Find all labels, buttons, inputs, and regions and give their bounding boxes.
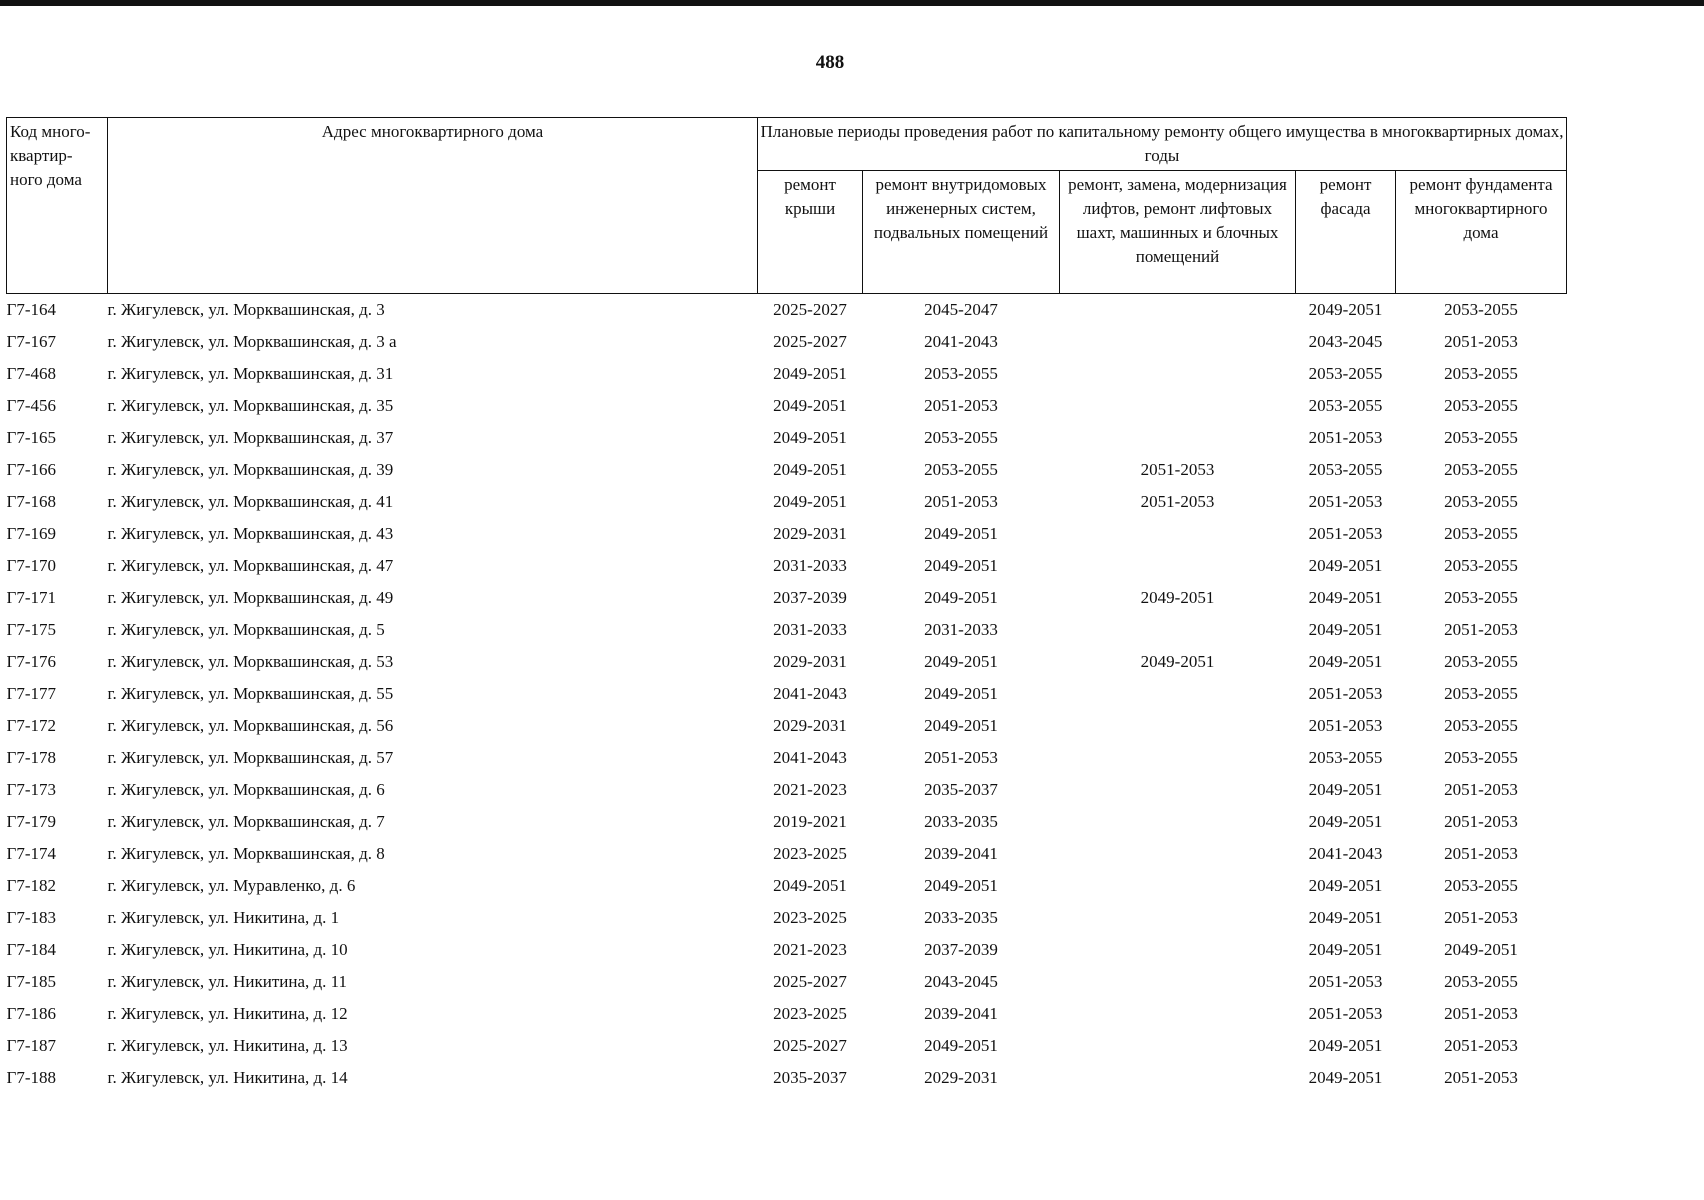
table-row [7, 678, 1567, 710]
cell-code: Г7-165 [6, 428, 56, 447]
cell-facade: 2051-2053 [1308, 684, 1383, 703]
cell-facade: 2053-2055 [1308, 748, 1383, 767]
cell-facade: 2051-2053 [1308, 972, 1383, 991]
cell-roof: 2035-2037 [773, 1068, 847, 1087]
cell-lifts [1060, 294, 1296, 327]
header-code: Код много-квартир-ного дома [7, 118, 108, 294]
cell-lifts: 2051-2053 [1140, 492, 1215, 511]
cell-facade: 2049-2051 [1308, 300, 1383, 319]
cell-code: Г7-164 [6, 300, 56, 319]
cell-roof: 2023-2025 [773, 1004, 847, 1023]
header-periods-group: Плановые периоды проведения работ по капитальному ремонту общего имущества в многоквартирных домах, годы [758, 118, 1567, 171]
cell-foundation: 2053-2055 [1444, 972, 1518, 991]
cell-engineering: 2049-2051 [924, 1036, 998, 1055]
cell-address: г. Жигулевск, ул. Морквашинская, д. 55 [107, 684, 394, 703]
cell-code: Г7-172 [6, 716, 56, 735]
cell-address: г. Жигулевск, ул. Морквашинская, д. 8 [107, 844, 385, 863]
cell-lifts [1060, 390, 1296, 422]
cell-engineering: 2043-2045 [924, 972, 998, 991]
cell-roof: 2037-2039 [773, 588, 847, 607]
cell-facade: 2041-2043 [1308, 844, 1383, 863]
cell-engineering: 2053-2055 [924, 428, 998, 447]
cell-foundation: 2051-2053 [1444, 908, 1518, 927]
cell-address: г. Жигулевск, ул. Морквашинская, д. 3 а [107, 332, 397, 351]
cell-foundation: 2049-2051 [1444, 940, 1518, 959]
cell-foundation: 2053-2055 [1444, 556, 1518, 575]
cell-code: Г7-168 [6, 492, 56, 511]
cell-address: г. Жигулевск, ул. Морквашинская, д. 41 [107, 492, 394, 511]
table-row [7, 838, 1567, 870]
cell-address: г. Жигулевск, ул. Морквашинская, д. 47 [107, 556, 394, 575]
cell-engineering: 2029-2031 [924, 1068, 998, 1087]
cell-foundation: 2053-2055 [1444, 652, 1518, 671]
cell-address: г. Жигулевск, ул. Морквашинская, д. 31 [107, 364, 394, 383]
cell-code: Г7-179 [6, 812, 56, 831]
cell-roof: 2031-2033 [773, 620, 847, 639]
cell-code: Г7-170 [6, 556, 56, 575]
table-row [7, 902, 1567, 934]
cell-code: Г7-166 [6, 460, 56, 479]
cell-foundation: 2053-2055 [1444, 524, 1518, 543]
cell-lifts [1060, 1062, 1296, 1094]
cell-address: г. Жигулевск, ул. Морквашинская, д. 39 [107, 460, 394, 479]
cell-facade: 2049-2051 [1308, 588, 1383, 607]
cell-foundation: 2053-2055 [1444, 748, 1518, 767]
cell-code: Г7-187 [6, 1036, 56, 1055]
cell-engineering: 2033-2035 [924, 812, 998, 831]
cell-foundation: 2053-2055 [1444, 364, 1518, 383]
cell-foundation: 2051-2053 [1444, 780, 1518, 799]
table-row [7, 742, 1567, 774]
cell-engineering: 2049-2051 [924, 876, 998, 895]
cell-address: г. Жигулевск, ул. Морквашинская, д. 5 [107, 620, 385, 639]
cell-address: г. Жигулевск, ул. Морквашинская, д. 6 [107, 780, 385, 799]
cell-address: г. Жигулевск, ул. Морквашинская, д. 35 [107, 396, 394, 415]
cell-foundation: 2053-2055 [1444, 428, 1518, 447]
cell-lifts [1060, 422, 1296, 454]
cell-roof: 2025-2027 [773, 332, 847, 351]
cell-facade: 2053-2055 [1308, 364, 1383, 383]
cell-roof: 2049-2051 [773, 876, 847, 895]
cell-address: г. Жигулевск, ул. Никитина, д. 10 [107, 940, 348, 959]
cell-roof: 2021-2023 [773, 780, 847, 799]
cell-code: Г7-184 [6, 940, 56, 959]
table-row [7, 486, 1567, 518]
cell-lifts: 2051-2053 [1140, 460, 1215, 479]
cell-address: г. Жигулевск, ул. Морквашинская, д. 56 [107, 716, 394, 735]
cell-roof: 2031-2033 [773, 556, 847, 575]
table-row [7, 422, 1567, 454]
table-row [7, 1030, 1567, 1062]
header-roof: ремонт крыши [758, 171, 863, 294]
cell-code: Г7-178 [6, 748, 56, 767]
cell-roof: 2049-2051 [773, 460, 847, 479]
cell-address: г. Жигулевск, ул. Никитина, д. 11 [107, 972, 348, 991]
table-row [7, 1062, 1567, 1094]
cell-engineering: 2035-2037 [924, 780, 998, 799]
table-row [7, 774, 1567, 806]
cell-engineering: 2041-2043 [924, 332, 998, 351]
cell-foundation: 2053-2055 [1444, 876, 1518, 895]
cell-facade: 2051-2053 [1308, 492, 1383, 511]
cell-engineering: 2049-2051 [924, 524, 998, 543]
cell-roof: 2029-2031 [773, 524, 847, 543]
cell-address: г. Жигулевск, ул. Морквашинская, д. 49 [107, 588, 394, 607]
cell-facade: 2049-2051 [1308, 1068, 1383, 1087]
cell-foundation: 2053-2055 [1444, 716, 1518, 735]
cell-foundation: 2053-2055 [1444, 492, 1518, 511]
table-row [7, 454, 1567, 486]
cell-facade: 2049-2051 [1308, 876, 1383, 895]
cell-roof: 2041-2043 [773, 684, 847, 703]
cell-code: Г7-182 [6, 876, 56, 895]
cell-lifts: 2049-2051 [1140, 588, 1215, 607]
cell-code: Г7-174 [6, 844, 56, 863]
header-facade: ремонт фасада [1296, 171, 1396, 294]
cell-address: г. Жигулевск, ул. Муравленко, д. 6 [107, 876, 356, 895]
cell-engineering: 2051-2053 [924, 396, 998, 415]
cell-lifts [1060, 742, 1296, 774]
cell-code: Г7-185 [6, 972, 56, 991]
cell-code: Г7-456 [6, 396, 56, 415]
cell-code: Г7-186 [6, 1004, 56, 1023]
cell-lifts [1060, 902, 1296, 934]
table-row [7, 358, 1567, 390]
cell-code: Г7-169 [6, 524, 56, 543]
cell-lifts [1060, 678, 1296, 710]
cell-lifts [1060, 710, 1296, 742]
cell-address: г. Жигулевск, ул. Морквашинская, д. 53 [107, 652, 394, 671]
table-body [7, 294, 1567, 1095]
table-row [7, 646, 1567, 678]
cell-foundation: 2051-2053 [1444, 620, 1518, 639]
table-row [7, 614, 1567, 646]
cell-facade: 2051-2053 [1308, 524, 1383, 543]
table-row [7, 966, 1567, 998]
cell-lifts [1060, 966, 1296, 998]
table-row [7, 710, 1567, 742]
cell-lifts [1060, 806, 1296, 838]
cell-facade: 2043-2045 [1308, 332, 1383, 351]
table-row [7, 518, 1567, 550]
table-row [7, 294, 1567, 327]
table-row [7, 550, 1567, 582]
table-row [7, 934, 1567, 966]
cell-address: г. Жигулевск, ул. Никитина, д. 1 [107, 908, 340, 927]
cell-lifts [1060, 998, 1296, 1030]
cell-lifts [1060, 870, 1296, 902]
cell-address: г. Жигулевск, ул. Никитина, д. 12 [107, 1004, 348, 1023]
cell-lifts [1060, 934, 1296, 966]
cell-facade: 2049-2051 [1308, 556, 1383, 575]
cell-foundation: 2053-2055 [1444, 684, 1518, 703]
cell-facade: 2053-2055 [1308, 396, 1383, 415]
cell-address: г. Жигулевск, ул. Никитина, д. 14 [107, 1068, 348, 1087]
cell-address: г. Жигулевск, ул. Морквашинская, д. 7 [107, 812, 385, 831]
cell-engineering: 2049-2051 [924, 684, 998, 703]
cell-address: г. Жигулевск, ул. Морквашинская, д. 37 [107, 428, 394, 447]
cell-facade: 2049-2051 [1308, 812, 1383, 831]
cell-engineering: 2031-2033 [924, 620, 998, 639]
header-foundation: ремонт фундамента многоквартирного дома [1396, 171, 1567, 294]
cell-lifts [1060, 550, 1296, 582]
cell-roof: 2041-2043 [773, 748, 847, 767]
cell-engineering: 2039-2041 [924, 844, 998, 863]
header-engineering: ремонт внутридомовых инженерных систем, подвальных помещений [863, 171, 1060, 294]
cell-facade: 2049-2051 [1308, 908, 1383, 927]
cell-lifts [1060, 838, 1296, 870]
cell-lifts [1060, 326, 1296, 358]
cell-roof: 2029-2031 [773, 652, 847, 671]
header-address: Адрес многоквартирного дома [108, 118, 758, 294]
cell-lifts: 2049-2051 [1140, 652, 1215, 671]
cell-roof: 2049-2051 [773, 364, 847, 383]
cell-foundation: 2051-2053 [1444, 332, 1518, 351]
cell-engineering: 2045-2047 [924, 300, 998, 319]
table-header [7, 118, 1567, 294]
cell-roof: 2049-2051 [773, 396, 847, 415]
cell-roof: 2023-2025 [773, 844, 847, 863]
cell-engineering: 2037-2039 [924, 940, 998, 959]
cell-roof: 2019-2021 [773, 812, 847, 831]
cell-facade: 2049-2051 [1308, 620, 1383, 639]
cell-roof: 2049-2051 [773, 492, 847, 511]
table-row [7, 998, 1567, 1030]
cell-foundation: 2051-2053 [1444, 1036, 1518, 1055]
cell-facade: 2051-2053 [1308, 428, 1383, 447]
cell-code: Г7-177 [6, 684, 56, 703]
cell-lifts [1060, 518, 1296, 550]
cell-address: г. Жигулевск, ул. Морквашинская, д. 43 [107, 524, 394, 543]
cell-address: г. Жигулевск, ул. Морквашинская, д. 3 [107, 300, 385, 319]
cell-roof: 2025-2027 [773, 1036, 847, 1055]
cell-roof: 2023-2025 [773, 908, 847, 927]
cell-foundation: 2051-2053 [1444, 1068, 1518, 1087]
cell-lifts [1060, 774, 1296, 806]
cell-roof: 2025-2027 [773, 300, 847, 319]
capital-repair-table [6, 117, 1567, 1094]
top-border-rule [0, 0, 1704, 6]
cell-facade: 2049-2051 [1308, 780, 1383, 799]
cell-code: Г7-171 [6, 588, 56, 607]
cell-engineering: 2033-2035 [924, 908, 998, 927]
cell-code: Г7-173 [6, 780, 56, 799]
table-row [7, 326, 1567, 358]
cell-engineering: 2049-2051 [924, 556, 998, 575]
cell-code: Г7-188 [6, 1068, 56, 1087]
cell-code: Г7-175 [6, 620, 56, 639]
cell-roof: 2049-2051 [773, 428, 847, 447]
cell-foundation: 2051-2053 [1444, 812, 1518, 831]
cell-engineering: 2051-2053 [924, 492, 998, 511]
cell-code: Г7-183 [6, 908, 56, 927]
cell-roof: 2021-2023 [773, 940, 847, 959]
cell-facade: 2049-2051 [1308, 940, 1383, 959]
cell-code: Г7-167 [6, 332, 56, 351]
header-lifts: ремонт, замена, модернизация лифтов, ремонт лифтовых шахт, машинных и блочных помещений [1060, 171, 1296, 294]
cell-lifts [1060, 614, 1296, 646]
cell-code: Г7-176 [6, 652, 56, 671]
cell-engineering: 2039-2041 [924, 1004, 998, 1023]
cell-foundation: 2053-2055 [1444, 460, 1518, 479]
cell-foundation: 2053-2055 [1444, 396, 1518, 415]
cell-facade: 2051-2053 [1308, 1004, 1383, 1023]
cell-engineering: 2049-2051 [924, 716, 998, 735]
cell-address: г. Жигулевск, ул. Морквашинская, д. 57 [107, 748, 394, 767]
cell-engineering: 2053-2055 [924, 460, 998, 479]
cell-engineering: 2049-2051 [924, 588, 998, 607]
cell-foundation: 2053-2055 [1444, 300, 1518, 319]
cell-roof: 2025-2027 [773, 972, 847, 991]
table-row [7, 390, 1567, 422]
cell-code: Г7-468 [6, 364, 56, 383]
cell-lifts [1060, 358, 1296, 390]
cell-foundation: 2051-2053 [1444, 844, 1518, 863]
cell-engineering: 2053-2055 [924, 364, 998, 383]
cell-engineering: 2051-2053 [924, 748, 998, 767]
cell-roof: 2029-2031 [773, 716, 847, 735]
cell-facade: 2049-2051 [1308, 1036, 1383, 1055]
cell-facade: 2049-2051 [1308, 652, 1383, 671]
table-row [7, 870, 1567, 902]
page-number: 488 [815, 52, 845, 73]
cell-facade: 2051-2053 [1308, 716, 1383, 735]
table-row [7, 582, 1567, 614]
table-row [7, 806, 1567, 838]
cell-foundation: 2053-2055 [1444, 588, 1518, 607]
cell-foundation: 2051-2053 [1444, 1004, 1518, 1023]
cell-lifts [1060, 1030, 1296, 1062]
cell-engineering: 2049-2051 [924, 652, 998, 671]
cell-facade: 2053-2055 [1308, 460, 1383, 479]
cell-address: г. Жигулевск, ул. Никитина, д. 13 [107, 1036, 348, 1055]
